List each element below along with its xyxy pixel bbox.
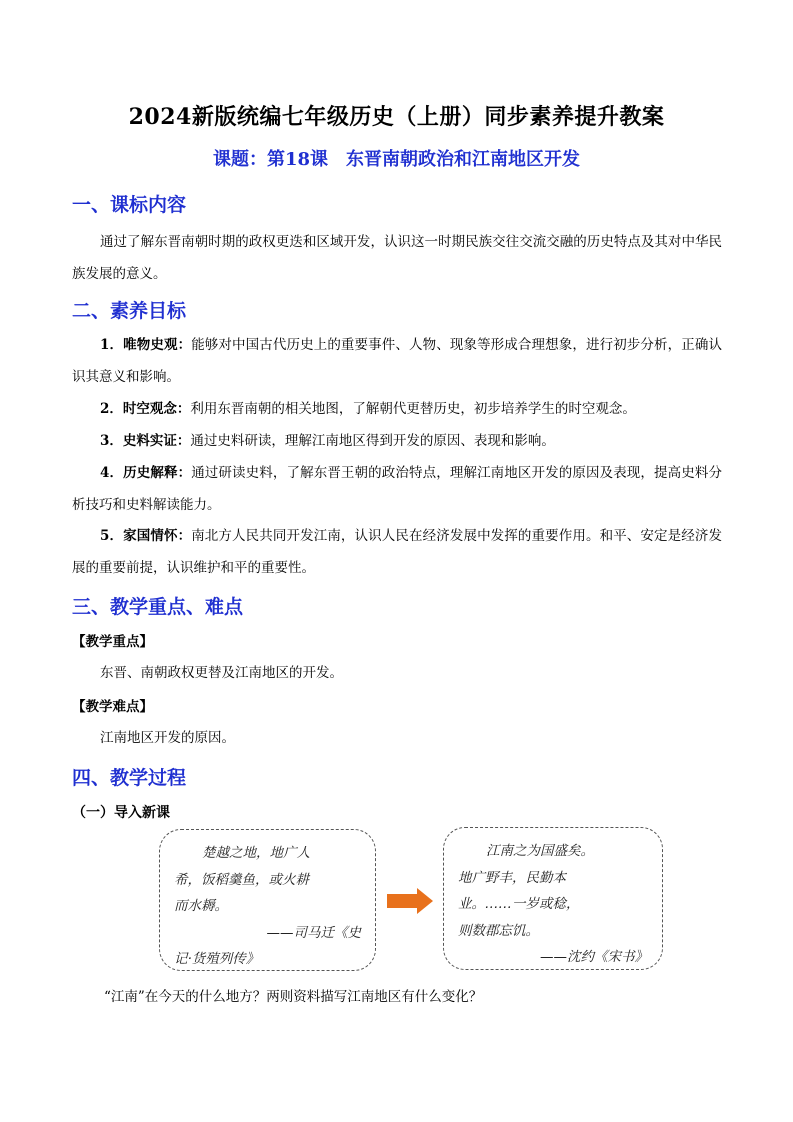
quote-source: 记·货殖列传》 [174, 951, 260, 967]
goal-label: 2．时空观念： [100, 401, 191, 417]
quote-line: 则数郡忘饥。 [458, 922, 539, 939]
lesson-subtitle: 课题：第18课 东晋南朝政治和江南地区开发 [212, 149, 581, 170]
goal-text: 利用东晋南朝的相关地图，了解朝代更替历史，初步培养学生的时空观念。 [190, 401, 636, 417]
goal-label: 3．史料实证： [100, 433, 191, 449]
section-heading-key-points: 三、教学重点、难点 [72, 596, 244, 618]
arrow-right-icon [387, 888, 435, 914]
quote-line: 希，饭稻羹鱼，或火耕 [174, 871, 309, 888]
goal-label: 1．唯物史观： [100, 337, 192, 353]
goal-label: 4．历史解释： [100, 465, 192, 481]
quote-line: 业。……一岁或稔， [458, 896, 580, 912]
goal-item [72, 520, 722, 584]
quote-line: 而水耨。 [174, 898, 228, 914]
section-heading-curriculum: 一、课标内容 [72, 194, 187, 216]
goal-item [72, 329, 722, 393]
intro-question: “江南”在今天的什么地方？两则资料描写江南地区有什么变化？ [104, 989, 483, 1005]
difficulty-label: 【教学难点】 [72, 699, 153, 715]
quote-source: ——沈约《宋书》 [540, 949, 648, 965]
curriculum-text: 通过了解东晋南朝时期的政权更迭和区域开发，认识这一时期民族交往交流交融的历史特点及其对中华民族发展的意义。 [72, 234, 722, 282]
goal-text: 南北方人民共同开发江南，认识人民在经济发展中发挥的重要作用。和平、安定是经济发展的重要前提，认识维护和平的重要性。 [72, 528, 722, 576]
quote-box-songshu [443, 827, 663, 970]
quote-box-shiji [159, 829, 376, 971]
quote-line: 江南之为国盛矣。 [486, 843, 594, 859]
goal-item [72, 457, 722, 521]
subsection-introduction: （一）导入新课 [72, 805, 170, 821]
key-point-text: 东晋、南朝政权更替及江南地区的开发。 [100, 665, 343, 681]
goal-label: 5．家国情怀： [100, 528, 192, 544]
difficulty-text: 江南地区开发的原因。 [100, 730, 235, 746]
quote-source: ——司马迁《史 [266, 924, 361, 941]
quote-line: 地广野丰，民勤本 [458, 869, 566, 886]
goal-item [72, 425, 722, 457]
document-title: 2024新版统编七年级历史（上册）同步素养提升教案 [128, 104, 665, 130]
section-heading-goals: 二、素养目标 [72, 300, 187, 322]
goal-text: 能够对中国古代历史上的重要事件、人物、现象等形成合理想象，进行初步分析，正确认识其意义和影响。 [72, 337, 722, 385]
goal-text: 通过研读史料，了解东晋王朝的政治特点，理解江南地区开发的原因及表现，提高史料分析技巧和史料解读能力。 [72, 465, 722, 513]
goal-text: 通过史料研读，理解江南地区得到开发的原因、表现和影响。 [190, 433, 555, 449]
key-point-label: 【教学重点】 [72, 634, 153, 650]
section-heading-process: 四、教学过程 [72, 767, 187, 789]
quote-line: 楚越之地，地广人 [202, 845, 310, 861]
goal-item [72, 393, 722, 425]
